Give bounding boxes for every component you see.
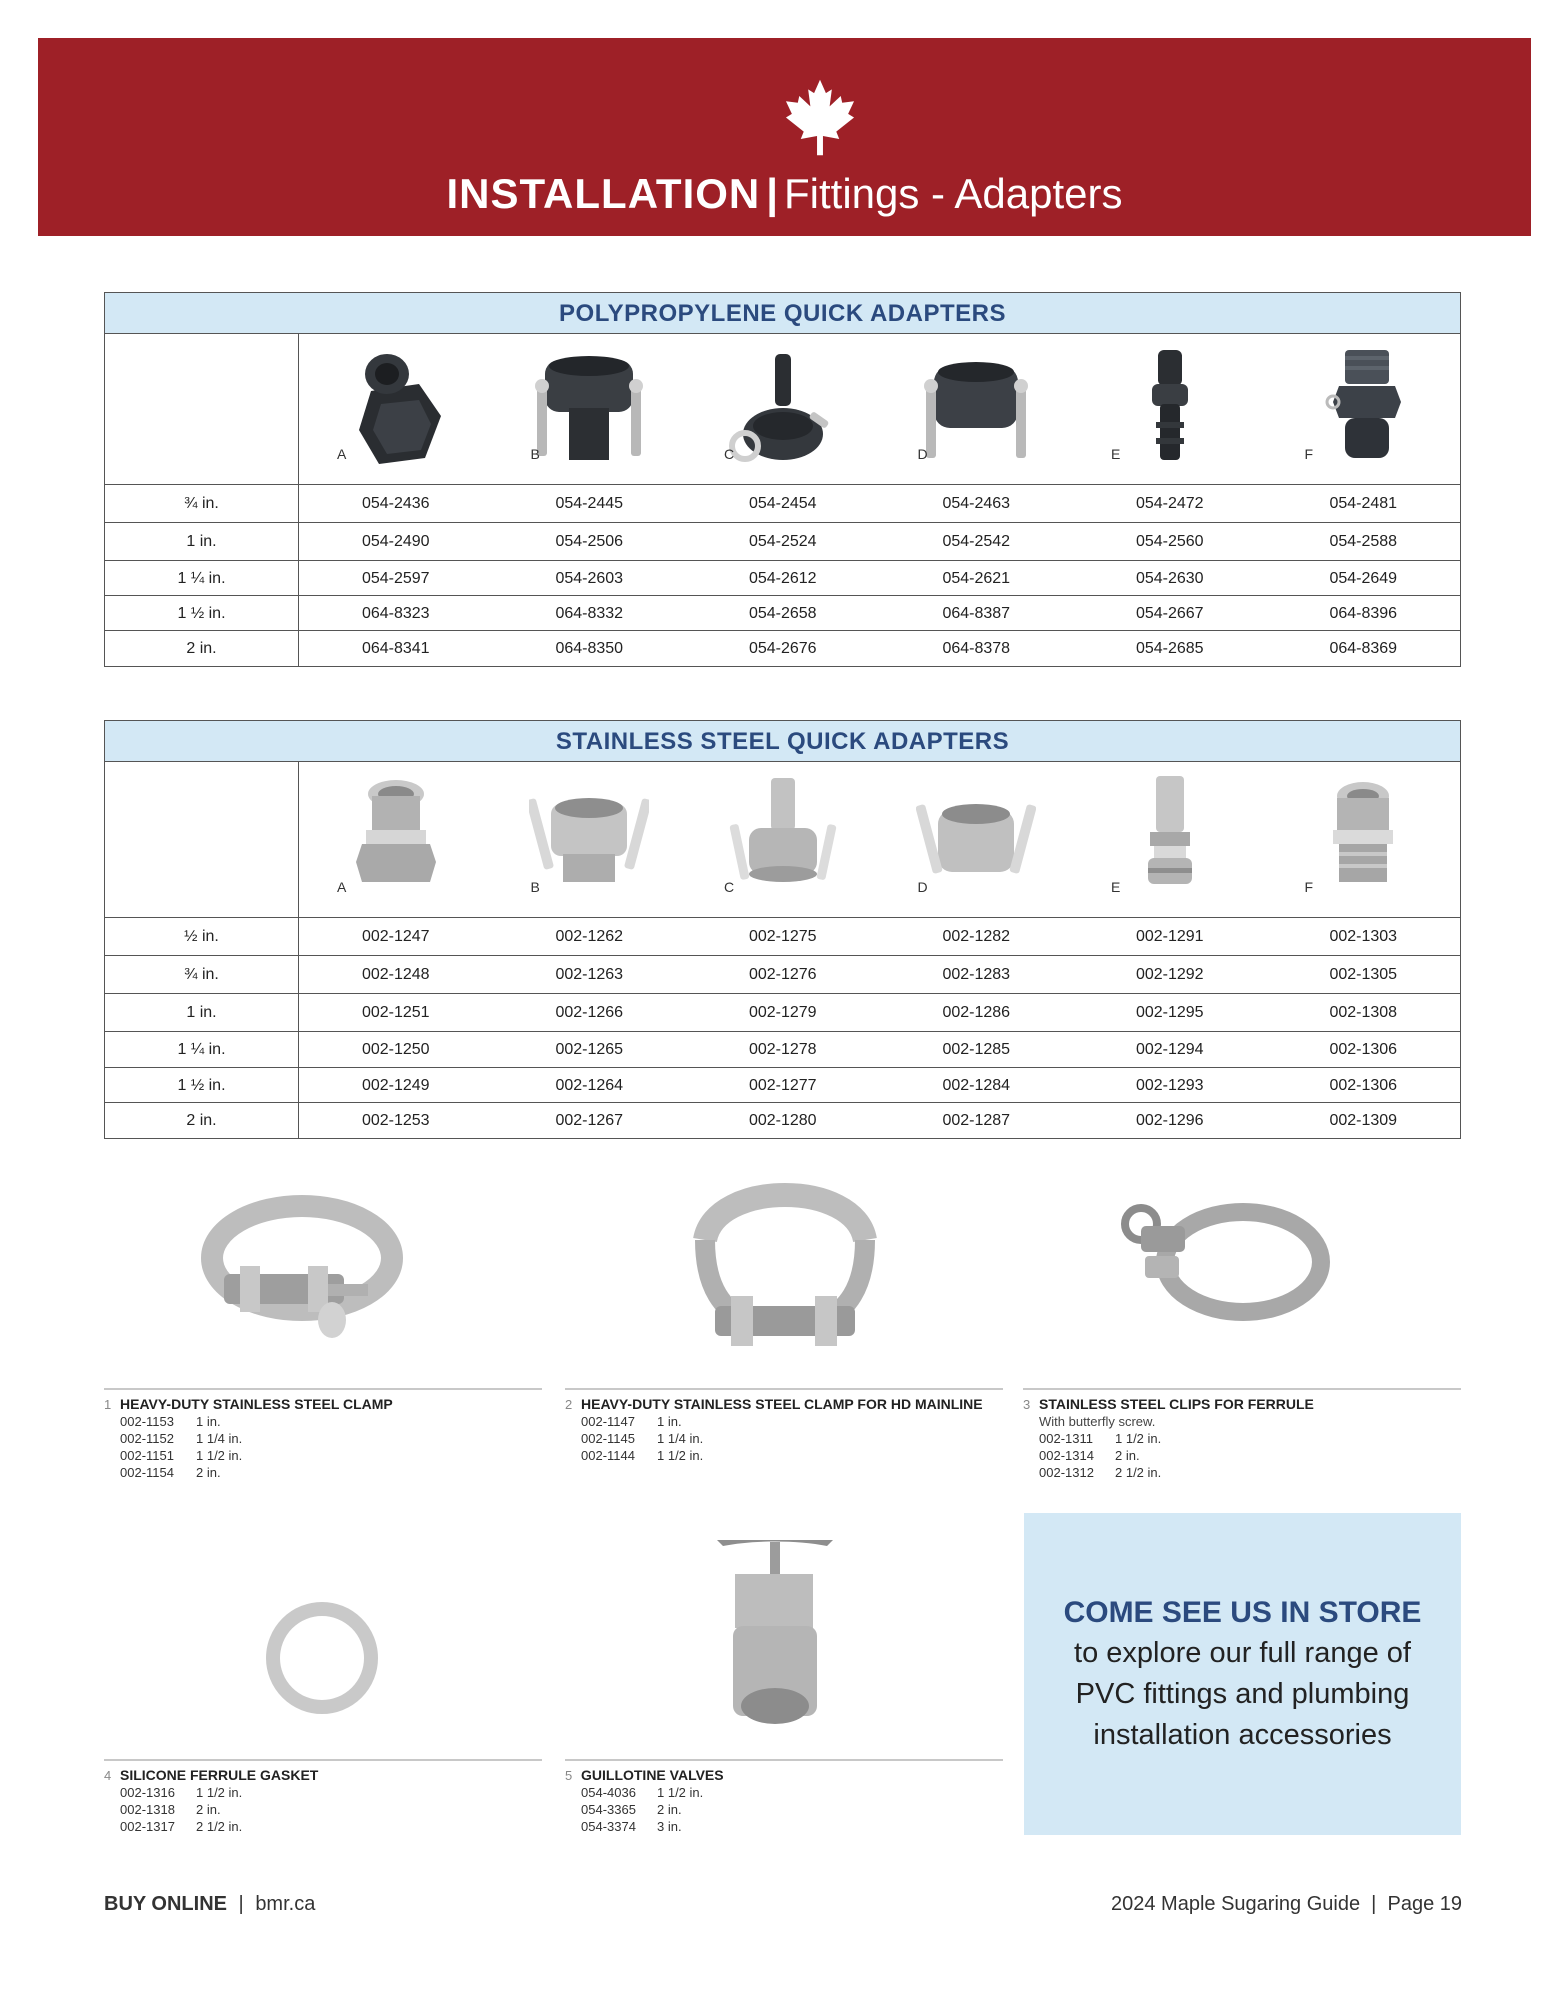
steel-row (105, 956, 1460, 994)
poly-row-size: 2 in. (105, 631, 299, 666)
steel-part-number: 002-1292 (1135, 966, 1204, 983)
steel-adapter-b-image (529, 774, 649, 899)
steel-row (105, 1103, 1460, 1138)
poly-adapter-e (1073, 334, 1267, 484)
steel-letter-d: D (917, 879, 928, 895)
steel-adapter-a-image (346, 774, 446, 899)
steel-part-number: 002-1251 (361, 1004, 430, 1021)
promo-line-2: PVC fittings and plumbing (1075, 1678, 1410, 1710)
poly-letter-e: E (1111, 446, 1121, 462)
poly-part-number: 064-8341 (361, 640, 430, 657)
product-4-code-1: 002-1316 (120, 1785, 175, 1800)
steel-part-number: 002-1248 (361, 966, 430, 983)
poly-part-number: 054-2472 (1135, 495, 1204, 512)
poly-adapter-c (686, 334, 880, 484)
steel-row-size: ¾ in. (105, 956, 299, 993)
poly-letter-f: F (1304, 446, 1314, 462)
steel-adapter-c-image (723, 774, 843, 899)
title-subsection: Fittings - Adapters (784, 170, 1123, 217)
steel-part-number: 002-1253 (361, 1112, 430, 1129)
steel-adapter-f (1267, 762, 1461, 917)
poly-part-number: 054-2490 (361, 533, 430, 550)
product-5-code-1: 054-4036 (581, 1785, 636, 1800)
poly-letter-c: C (724, 446, 735, 462)
poly-part-number: 054-2621 (942, 570, 1011, 587)
product-3-number: 3 (1023, 1397, 1031, 1412)
title-section: INSTALLATION (446, 170, 761, 217)
title-separator: | (766, 170, 778, 217)
steel-empty-cell (105, 762, 299, 917)
steel-row (105, 1032, 1460, 1068)
product-3-code-2: 002-1314 (1039, 1448, 1094, 1463)
poly-part-number: 064-8378 (942, 640, 1011, 657)
product-1-info (104, 1396, 542, 1481)
poly-part-number: 054-2506 (555, 533, 624, 550)
steel-part-number: 002-1285 (942, 1041, 1011, 1058)
product-2-code-3: 002-1144 (581, 1448, 635, 1463)
maple-leaf-icon (783, 78, 857, 160)
steel-adapters-table (104, 720, 1461, 1139)
poly-adapters-table (104, 292, 1461, 667)
steel-part-number: 002-1303 (1329, 928, 1398, 945)
steel-adapter-b (493, 762, 687, 917)
promo-heading: COME SEE US IN STORE (1063, 1596, 1422, 1629)
steel-part-number: 002-1264 (555, 1077, 624, 1094)
steel-image-row (105, 762, 1460, 918)
product-5-name: GUILLOTINE VALVES (581, 1767, 724, 1783)
steel-table-title: STAINLESS STEEL QUICK ADAPTERS (105, 721, 1460, 762)
header-banner (38, 38, 1531, 236)
steel-part-number: 002-1275 (748, 928, 817, 945)
poly-part-number: 054-2597 (361, 570, 430, 587)
steel-letter-e: E (1111, 879, 1121, 895)
steel-part-number: 002-1249 (361, 1077, 430, 1094)
poly-part-number: 054-2454 (748, 495, 817, 512)
poly-part-number: 054-2676 (748, 640, 817, 657)
poly-adapter-a (299, 334, 493, 484)
product-3-size-3: 2 1/2 in. (1115, 1465, 1162, 1480)
poly-part-number: 054-2649 (1329, 570, 1398, 587)
poly-row-size: 1 in. (105, 523, 299, 560)
product-2-size-3: 1 1/2 in. (657, 1448, 704, 1463)
product-3-code-3: 002-1312 (1039, 1465, 1094, 1480)
steel-letter-f: F (1304, 879, 1314, 895)
product-5-info (565, 1767, 1003, 1835)
product-5-code-3: 054-3374 (581, 1819, 636, 1834)
poly-row-size: 1 ½ in. (105, 596, 299, 630)
poly-adapter-d (880, 334, 1074, 484)
guillotine-valve-image (565, 1540, 1003, 1740)
product-3-code-1: 002-1311 (1039, 1431, 1093, 1446)
poly-row-size: 1 ¼ in. (105, 561, 299, 595)
steel-adapter-e-image (1130, 774, 1210, 899)
steel-adapter-e (1073, 762, 1267, 917)
poly-image-row (105, 334, 1460, 485)
steel-part-number: 002-1250 (361, 1041, 430, 1058)
steel-row-size: 1 ¼ in. (105, 1032, 299, 1067)
poly-adapter-f (1267, 334, 1461, 484)
poly-part-number: 054-2436 (361, 495, 430, 512)
poly-part-number: 054-2658 (748, 605, 817, 622)
product-1-code-2: 002-1152 (120, 1431, 174, 1446)
poly-part-number: 064-8323 (361, 605, 430, 622)
steel-part-number: 002-1308 (1329, 1004, 1398, 1021)
steel-row-size: 2 in. (105, 1103, 299, 1138)
steel-row-size: 1 in. (105, 994, 299, 1031)
page-title (38, 166, 1531, 222)
poly-part-number: 064-8332 (555, 605, 624, 622)
ferrule-gasket-image (104, 1540, 542, 1740)
poly-row (105, 523, 1460, 561)
product-2-number: 2 (565, 1397, 573, 1412)
steel-part-number: 002-1294 (1135, 1041, 1204, 1058)
steel-part-number: 002-1280 (748, 1112, 817, 1129)
poly-part-number: 064-8369 (1329, 640, 1398, 657)
product-4-rule (104, 1759, 542, 1761)
product-4-size-3: 2 1/2 in. (196, 1819, 243, 1834)
steel-adapter-f-image (1313, 774, 1413, 899)
poly-part-number: 054-2612 (748, 570, 817, 587)
poly-letter-d: D (917, 446, 928, 462)
steel-part-number: 002-1309 (1329, 1112, 1398, 1129)
product-4-info (104, 1767, 542, 1835)
poly-adapter-f-image (1313, 346, 1413, 471)
product-2-code-1: 002-1147 (581, 1414, 635, 1429)
footer-buy-online (104, 1893, 315, 1916)
steel-letter-a: A (337, 879, 347, 895)
poly-part-number: 054-2481 (1329, 495, 1398, 512)
steel-part-number: 002-1266 (555, 1004, 624, 1021)
steel-row-size: ½ in. (105, 918, 299, 955)
steel-row-size: 1 ½ in. (105, 1068, 299, 1102)
steel-clamp-image (104, 1170, 542, 1370)
steel-part-number: 002-1247 (361, 928, 430, 945)
steel-part-number: 002-1306 (1329, 1077, 1398, 1094)
product-3-size-2: 2 in. (1115, 1448, 1140, 1463)
product-5-size-3: 3 in. (657, 1819, 682, 1834)
steel-part-number: 002-1296 (1135, 1112, 1204, 1129)
product-4-code-3: 002-1317 (120, 1819, 175, 1834)
poly-adapter-b-image (529, 346, 649, 471)
steel-part-number: 002-1287 (942, 1112, 1011, 1129)
product-1-code-4: 002-1154 (120, 1465, 174, 1480)
poly-part-number: 064-8387 (942, 605, 1011, 622)
poly-adapter-c-image (723, 346, 843, 471)
poly-part-number: 054-2542 (942, 533, 1011, 550)
poly-empty-cell (105, 334, 299, 484)
poly-row (105, 596, 1460, 631)
steel-part-number: 002-1265 (555, 1041, 624, 1058)
steel-adapter-c (686, 762, 880, 917)
steel-part-number: 002-1306 (1329, 1041, 1398, 1058)
footer-site-link[interactable]: bmr.ca (255, 1893, 316, 1915)
product-4-number: 4 (104, 1768, 112, 1783)
steel-adapter-a (299, 762, 493, 917)
product-1-size-2: 1 1/4 in. (196, 1431, 243, 1446)
footer-buy-online-label: BUY ONLINE (104, 1893, 227, 1915)
product-2-code-2: 002-1145 (581, 1431, 635, 1446)
steel-part-number: 002-1267 (555, 1112, 624, 1129)
steel-part-number: 002-1277 (748, 1077, 817, 1094)
poly-data-rows (105, 485, 1460, 666)
steel-part-number: 002-1305 (1329, 966, 1398, 983)
product-1-size-4: 2 in. (196, 1465, 221, 1480)
poly-part-number: 054-2603 (555, 570, 624, 587)
steel-part-number: 002-1291 (1135, 928, 1204, 945)
product-3-name: STAINLESS STEEL CLIPS FOR FERRULE (1039, 1396, 1314, 1412)
poly-part-number: 054-2445 (555, 495, 624, 512)
poly-row (105, 631, 1460, 666)
poly-row (105, 561, 1460, 596)
steel-row (105, 994, 1460, 1032)
steel-letter-c: C (724, 879, 735, 895)
steel-adapter-d (880, 762, 1074, 917)
steel-part-number: 002-1276 (748, 966, 817, 983)
steel-part-number: 002-1263 (555, 966, 624, 983)
product-5-code-2: 054-3365 (581, 1802, 636, 1817)
product-5-number: 5 (565, 1768, 573, 1783)
product-1-code-1: 002-1153 (120, 1414, 174, 1429)
steel-letter-b: B (530, 879, 540, 895)
poly-part-number: 064-8350 (555, 640, 624, 657)
poly-adapter-b (493, 334, 687, 484)
poly-row (105, 485, 1460, 523)
promo-line-3: installation accessories (1093, 1719, 1392, 1751)
poly-part-number: 054-2560 (1135, 533, 1204, 550)
poly-adapter-e-image (1130, 346, 1210, 471)
poly-adapter-a-image (341, 346, 451, 471)
poly-part-number: 054-2685 (1135, 640, 1204, 657)
product-1-number: 1 (104, 1397, 112, 1412)
product-1-name: HEAVY-DUTY STAINLESS STEEL CLAMP (120, 1396, 393, 1412)
poly-part-number: 054-2667 (1135, 605, 1204, 622)
steel-part-number: 002-1279 (748, 1004, 817, 1021)
steel-data-rows (105, 918, 1460, 1138)
product-4-size-2: 2 in. (196, 1802, 221, 1817)
product-3-rule (1023, 1388, 1461, 1390)
steel-part-number: 002-1286 (942, 1004, 1011, 1021)
product-1-rule (104, 1388, 542, 1390)
steel-part-number: 002-1295 (1135, 1004, 1204, 1021)
product-4-code-2: 002-1318 (120, 1802, 175, 1817)
product-2-size-1: 1 in. (657, 1414, 682, 1429)
ferrule-clip-image (1023, 1170, 1461, 1370)
steel-part-number: 002-1262 (555, 928, 624, 945)
poly-letter-a: A (337, 446, 347, 462)
poly-part-number: 054-2524 (748, 533, 817, 550)
product-1-size-3: 1 1/2 in. (196, 1448, 243, 1463)
steel-part-number: 002-1284 (942, 1077, 1011, 1094)
product-5-size-1: 1 1/2 in. (657, 1785, 704, 1800)
product-4-size-1: 1 1/2 in. (196, 1785, 243, 1800)
footer-separator: | (238, 1893, 244, 1915)
steel-part-number: 002-1282 (942, 928, 1011, 945)
product-3-info (1023, 1396, 1461, 1481)
footer-page-info: 2024 Maple Sugaring Guide | Page 19 (1111, 1893, 1462, 1915)
product-2-info (565, 1396, 1003, 1464)
product-2-name: HEAVY-DUTY STAINLESS STEEL CLAMP FOR HD MAINLINE (581, 1396, 983, 1412)
product-2-size-2: 1 1/4 in. (657, 1431, 704, 1446)
steel-part-number: 002-1293 (1135, 1077, 1204, 1094)
poly-adapter-d-image (916, 346, 1036, 471)
poly-row-size: ¾ in. (105, 485, 299, 522)
product-2-rule (565, 1388, 1003, 1390)
mainline-clamp-image (565, 1170, 1003, 1370)
product-4-name: SILICONE FERRULE GASKET (120, 1767, 319, 1783)
steel-row (105, 918, 1460, 956)
store-promo-box (1024, 1513, 1461, 1835)
poly-part-number: 064-8396 (1329, 605, 1398, 622)
poly-part-number: 054-2630 (1135, 570, 1204, 587)
steel-part-number: 002-1278 (748, 1041, 817, 1058)
product-1-size-1: 1 in. (196, 1414, 221, 1429)
steel-row (105, 1068, 1460, 1103)
steel-adapter-d-image (916, 774, 1036, 899)
poly-letter-b: B (530, 446, 540, 462)
product-3-note: With butterfly screw. (1039, 1414, 1156, 1429)
poly-part-number: 054-2588 (1329, 533, 1398, 550)
steel-part-number: 002-1283 (942, 966, 1011, 983)
poly-table-title: POLYPROPYLENE QUICK ADAPTERS (105, 293, 1460, 334)
product-3-size-1: 1 1/2 in. (1115, 1431, 1162, 1446)
product-1-code-3: 002-1151 (120, 1448, 174, 1463)
poly-part-number: 054-2463 (942, 495, 1011, 512)
product-5-rule (565, 1759, 1003, 1761)
promo-line-1: to explore our full range of (1074, 1637, 1411, 1669)
product-5-size-2: 2 in. (657, 1802, 682, 1817)
